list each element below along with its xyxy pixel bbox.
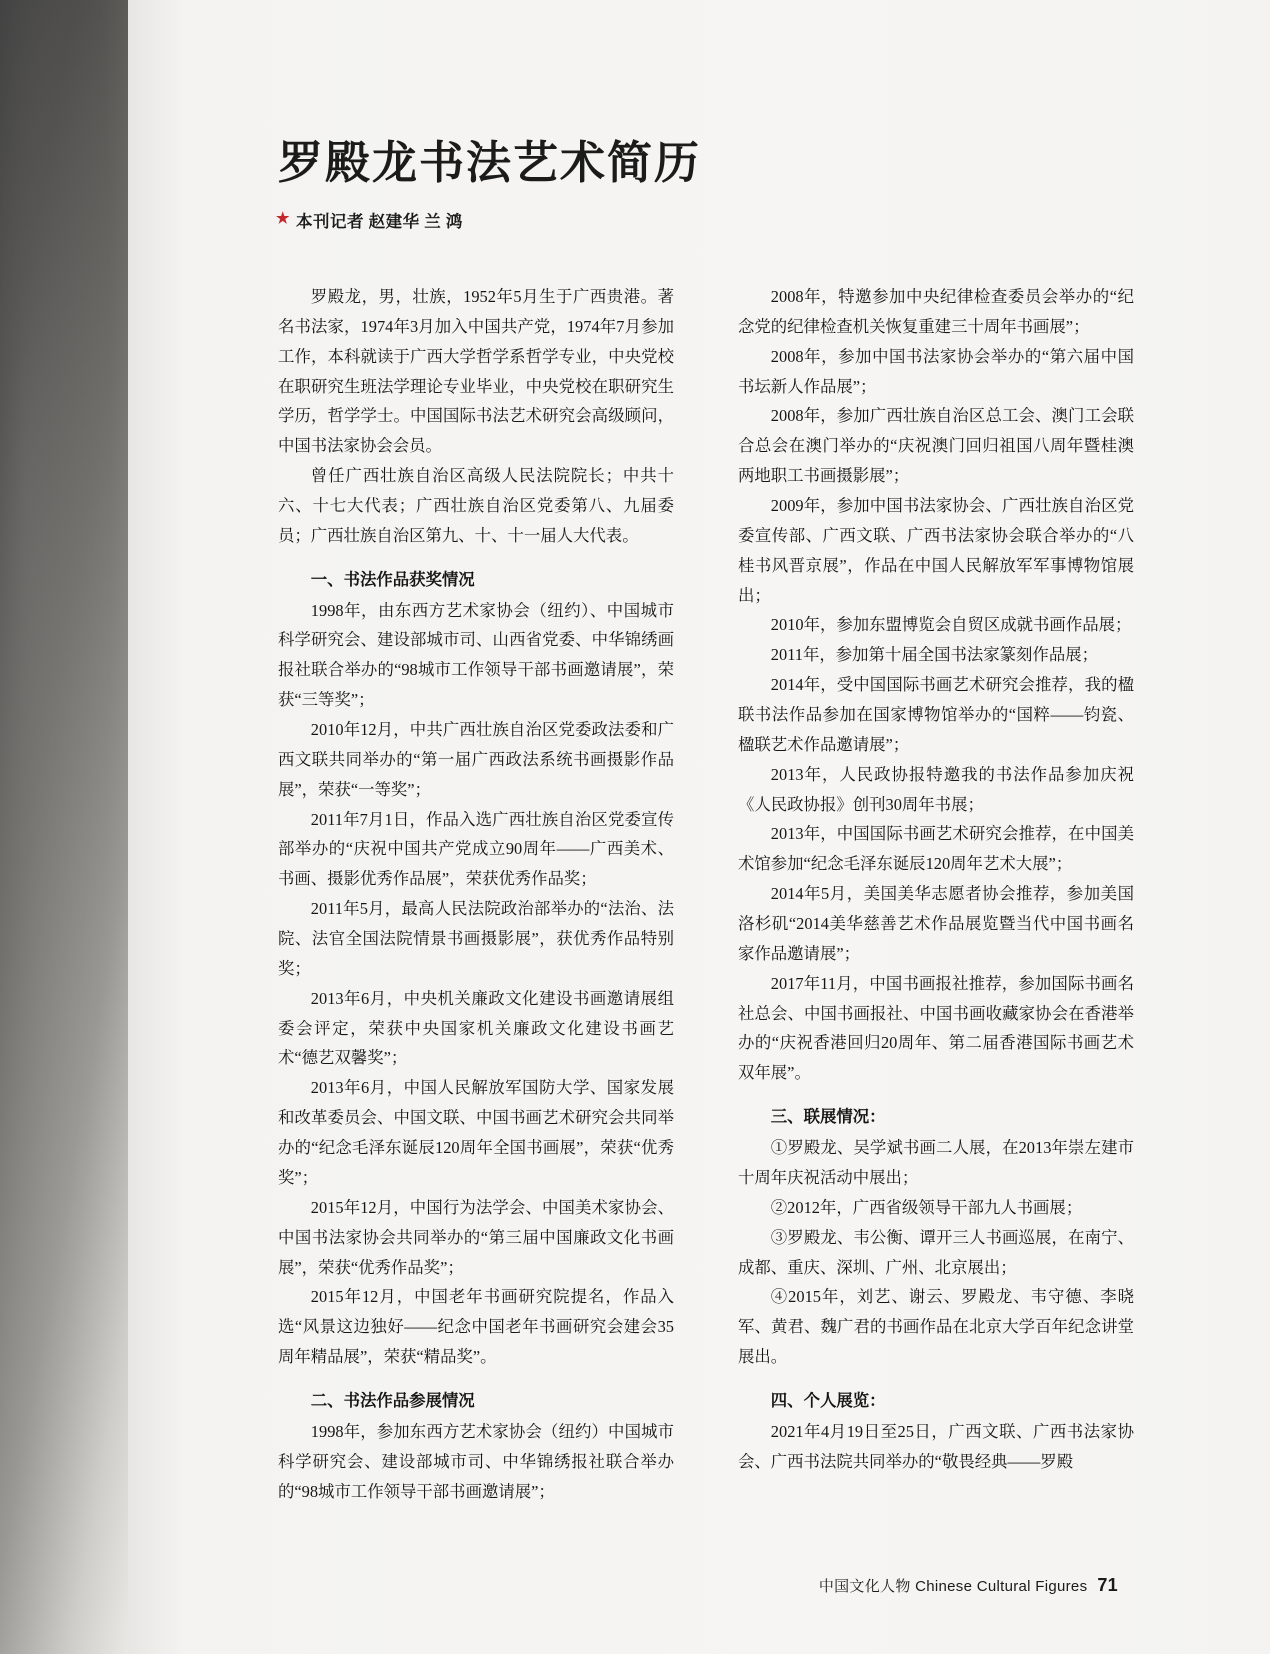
paragraph: 2015年12月，中国老年书画研究院提名，作品入选“风景这边独好——纪念中国老年书画研究会建会35周年精品展”，荣获“精品奖”。	[278, 1287, 674, 1367]
paragraph: 罗殿龙，男，壮族，1952年5月生于广西贵港。著名书法家，1974年3月加入中国共产党，1974年7月参加工作，本科就读于广西大学哲学系哲学专业，中央党校在职研究生班法学理论专业毕业，中央党校在职研究生学历，哲学学士。中国国际书法艺术研究会高级顾问，中国书法家协会会员。	[278, 287, 674, 456]
document-page	[128, 0, 1270, 1654]
section-heading-three: 三、联展情况：	[770, 1107, 886, 1127]
section-heading-one: 一、书法作品获奖情况	[310, 569, 475, 589]
paragraph: 2013年6月，中央机关廉政文化建设书画邀请展组委会评定，荣获中央国家机关廉政文化建设书画艺术“德艺双馨奖”；	[278, 988, 674, 1068]
left-column	[278, 282, 674, 1506]
paragraph: 2011年，参加第十届全国书法家篆刻作品展；	[770, 645, 1098, 665]
paragraph: ③罗殿龙、韦公衡、谭开三人书画巡展，在南宁、成都、重庆、深圳、广州、北京展出；	[738, 1227, 1134, 1277]
paragraph: 2013年6月，中国人民解放军国防大学、国家发展和改革委员会、中国文联、中国书画艺术研究会共同举办的“纪念毛泽东诞辰120周年全国书画展”，荣获“优秀奖”；	[278, 1078, 674, 1187]
page-number: 71	[1097, 1575, 1118, 1595]
paragraph: ④2015年，刘艺、谢云、罗殿龙、韦守德、李晓军、黄君、魏广君的书画作品在北京大学百年纪念讲堂展出。	[738, 1287, 1134, 1367]
paragraph: 2008年，特邀参加中央纪律检查委员会举办的“纪念党的纪律检查机关恢复重建三十周年书画展”；	[738, 287, 1134, 336]
paragraph: ①罗殿龙、吴学斌书画二人展，在2013年崇左建市十周年庆祝活动中展出；	[738, 1138, 1134, 1187]
paragraph: 2010年12月，中共广西壮族自治区党委政法委和广西文联共同举办的“第一届广西政法系统书画摄影作品展”，荣获“一等奖”；	[278, 720, 674, 799]
paragraph: 2010年，参加东盟博览会自贸区成就书画作品展；	[770, 615, 1132, 635]
paragraph: 2008年，参加广西壮族自治区总工会、澳门工会联合总会在澳门举办的“庆祝澳门回归祖国八周年暨桂澳两地职工书画摄影展”；	[738, 406, 1134, 486]
paragraph: 1998年，由东西方艺术家协会（纽约）、中国城市科学研究会、建设部城市司、山西省党委、中华锦绣画报社联合举办的“98城市工作领导干部书画邀请展”，荣获“三等奖”；	[278, 600, 674, 710]
paragraph: 2011年5月，最高人民法院政治部举办的“法治、法院、法官全国法院情景书画摄影展”，获优秀作品特别奖；	[278, 899, 674, 978]
paragraph: 2011年7月1日，作品入选广西壮族自治区党委宣传部举办的“庆祝中国共产党成立90周年——广西美术、书画、摄影优秀作品展”，荣获优秀作品奖；	[278, 809, 674, 889]
paragraph: 2017年11月，中国书画报社推荐，参加国际书画名社总会、中国书画报社、中国书画收藏家协会在香港举办的“庆祝香港回归20周年、第二届香港国际书画艺术双年展”。	[738, 973, 1134, 1083]
paragraph: 2008年，参加中国书法家协会举办的“第六届中国书坛新人作品展”；	[738, 346, 1134, 396]
paragraph: 2009年，参加中国书法家协会、广西壮族自治区党委宣传部、广西文联、广西书法家协会联合举办的“八桂书风晋京展”，作品在中国人民解放军军事博物馆展出；	[738, 496, 1134, 605]
page-title: 罗殿龙书法艺术简历	[278, 136, 702, 189]
star-icon: ★	[276, 210, 290, 227]
paragraph: ②2012年，广西省级领导干部九人书画展；	[770, 1197, 1083, 1217]
paragraph: 曾任广西壮族自治区高级人民法院院长；中共十六、十七大代表；广西壮族自治区党委第八、九届委员；广西壮族自治区第九、十、十一届人大代表。	[278, 466, 674, 545]
page-footer	[819, 1575, 1118, 1596]
paragraph: 2015年12月，中国行为法学会、中国美术家协会、中国书法家协会共同举办的“第三届中国廉政文化书画展”，荣获“优秀作品奖”；	[278, 1197, 674, 1277]
page-background	[128, 0, 1270, 1654]
byline-text: 本刊记者 赵建华 兰 鸿	[295, 212, 463, 231]
publication-name: 中国文化人物 Chinese Cultural Figures	[818, 1578, 1088, 1595]
paragraph: 2021年4月19日至25日，广西文联、广西书法家协会、广西书法院共同举办的“敬畏经典——罗殿	[738, 1421, 1134, 1471]
paragraph: 1998年，参加东西方艺术家协会（纽约）中国城市科学研究会、建设部城市司、中华锦绣报社联合举办的“98城市工作领导干部书画邀请展”；	[278, 1421, 674, 1501]
section-heading-four: 四、个人展览：	[770, 1390, 886, 1410]
paragraph: 2014年，受中国国际书画艺术研究会推荐，我的楹联书法作品参加在国家博物馆举办的“国粹——钧瓷、楹联艺术作品邀请展”；	[738, 675, 1134, 754]
paragraph: 2013年，中国国际书画艺术研究会推荐，在中国美术馆参加“纪念毛泽东诞辰120周年艺术大展”；	[738, 824, 1134, 874]
byline	[276, 208, 463, 232]
paragraph: 2013年，人民政协报特邀我的书法作品参加庆祝《人民政协报》创刊30周年书展；	[738, 764, 1134, 814]
section-heading-two: 二、书法作品参展情况	[310, 1390, 475, 1410]
right-column	[738, 282, 1134, 1477]
paragraph: 2014年5月，美国美华志愿者协会推荐，参加美国洛杉矶“2014美华慈善艺术作品展览暨当代中国书画名家作品邀请展”；	[738, 884, 1134, 963]
page-edge-shadow	[0, 0, 128, 1654]
